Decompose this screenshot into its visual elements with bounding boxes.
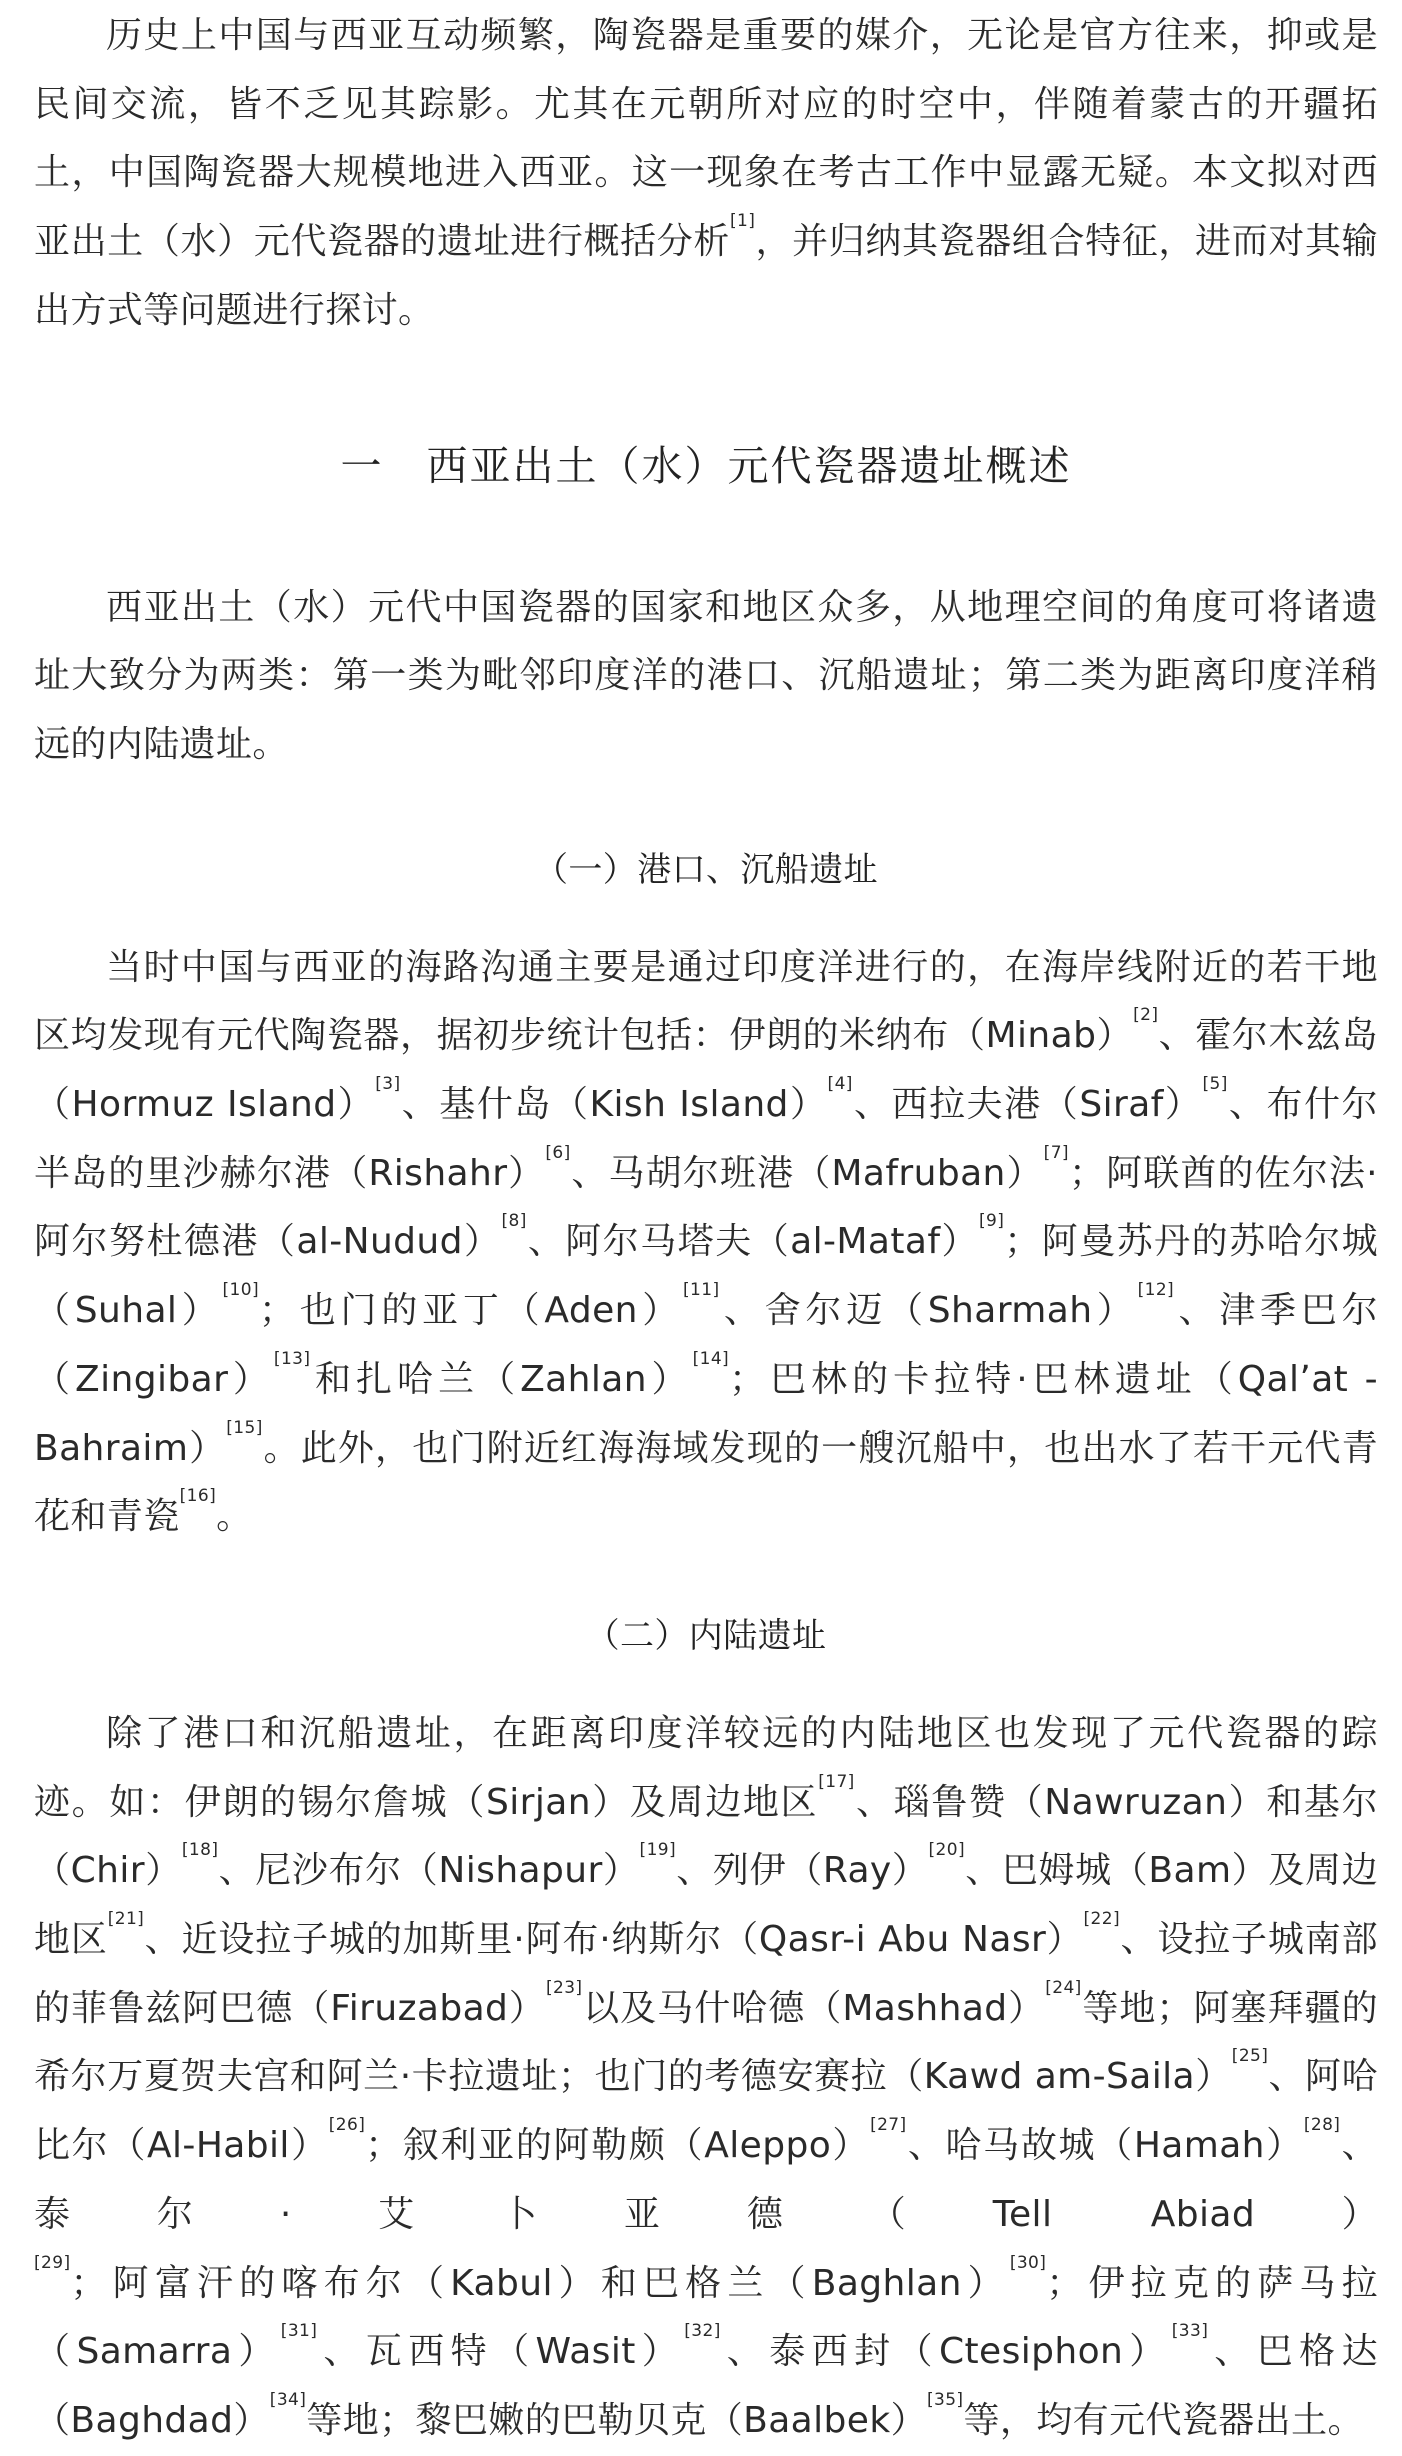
footnote-ref: [7] xyxy=(1043,1142,1069,1163)
footnote-ref: [2] xyxy=(1133,1005,1159,1026)
footnote-ref: [31] xyxy=(280,2321,318,2342)
footnote-ref: [19] xyxy=(639,1840,677,1861)
footnote-ref: [18] xyxy=(181,1840,219,1861)
footnote-ref: [10] xyxy=(222,1280,259,1301)
footnote-ref: [34] xyxy=(269,2389,307,2410)
footnote-ref: [3] xyxy=(375,1074,401,1095)
footnote-ref: [17] xyxy=(818,1771,855,1792)
footnote-ref: [13] xyxy=(273,1348,311,1369)
footnote-ref: [29] xyxy=(34,2252,71,2273)
subsection-heading-ports: （一）港口、沉船遗址 xyxy=(534,849,878,890)
footnote-ref: [12] xyxy=(1137,1280,1175,1301)
intro-paragraph: 历史上中国与西亚互动频繁，陶瓷器是重要的媒介，无论是官方往来，抑或是民间交流，皆不乏见其踪影。尤其在元朝所对应的时空中，伴随着蒙古的开疆拓土，中国陶瓷器大规模地进入西亚。这一现象在考古工作中显露无疑。本文拟对西亚出土（水）元代瓷器的遗址进行概括分析[1]，并归纳其瓷器组合特征，进而对其输出方式等问题进行探讨。 xyxy=(34,15,1378,331)
footnote-ref: [23] xyxy=(545,1977,583,1998)
footnote-ref: [16] xyxy=(179,1486,217,1507)
footnote-ref: [32] xyxy=(684,2321,721,2342)
footnote-ref: [4] xyxy=(827,1074,853,1095)
footnote-ref: [20] xyxy=(928,1840,965,1861)
footnote-ref: [27] xyxy=(870,2115,907,2136)
footnote-ref: [33] xyxy=(1171,2321,1209,2342)
footnote-ref: [30] xyxy=(1009,2252,1047,2273)
section-intro-paragraph: 西亚出土（水）元代中国瓷器的国家和地区众多，从地理空间的角度可将诸遗址大致分为两类：第一类为毗邻印度洋的港口、沉船遗址；第二类为距离印度洋稍远的内陆遗址。 xyxy=(34,586,1378,765)
footnote-ref: [6] xyxy=(545,1142,571,1163)
footnote-ref: [24] xyxy=(1045,1977,1082,1998)
footnote-ref: [8] xyxy=(501,1211,527,1232)
footnote-ref: [28] xyxy=(1303,2115,1341,2136)
subsection-heading-inland: （二）内陆遗址 xyxy=(585,1615,827,1656)
footnote-ref: [21] xyxy=(107,1909,145,1930)
footnote-ref: [15] xyxy=(226,1417,263,1438)
footnote-ref: [11] xyxy=(683,1280,720,1301)
footnote-ref: [22] xyxy=(1083,1909,1121,1930)
footnote-ref: [14] xyxy=(692,1348,730,1369)
document-page xyxy=(34,2,1378,2456)
section-heading: 一 西亚出土（水）元代瓷器遗址概述 xyxy=(340,441,1072,490)
footnote-ref: [26] xyxy=(328,2115,366,2136)
footnote-ref: [35] xyxy=(926,2389,964,2410)
footnote-ref: [9] xyxy=(978,1211,1005,1232)
footnote-ref: [25] xyxy=(1231,2046,1269,2067)
footnote-ref: [1] xyxy=(729,211,756,232)
ports-paragraph: 当时中国与西亚的海路沟通主要是通过印度洋进行的，在海岸线附近的若干地区均发现有元代陶瓷器，据初步统计包括：伊朗的米纳布（Minab）[2]、霍尔木兹岛（Hormuz Island）[3]、基什岛（Kish Island）[4]、西拉夫港（Siraf）[5]、布什尔半岛的里沙赫尔港（Rishahr）[6]、马胡尔班港（Mafruban）[7]；阿联酋的佐尔法·阿尔努杜德港（al-Nudud）[8]、阿尔马塔夫（al-Mataf）[9]；阿曼苏丹的苏哈尔城（Suhal）[10]；也门的亚丁（Aden）[11]、舍尔迈（Sharmah）[12]、津季巴尔（Zingibar）[13]和扎哈兰（Zahlan）[14]；巴林的卡拉特·巴林遗址（Qal’at - Bahraim）[15]。此外，也门附近红海海域发现的一艘沉船中，也出水了若干元代青花和青瓷[16]。 xyxy=(34,946,1379,1538)
inland-paragraph: 除了港口和沉船遗址，在距离印度洋较远的内陆地区也发现了元代瓷器的踪迹。如：伊朗的锡尔詹城（Sirjan）及周边地区[17]、瑙鲁赞（Nawruzan）和基尔（Chir）[18]、尼沙布尔（Nishapur）[19]、列伊（Ray）[20]、巴姆城（Bam）及周边地区[21]、近设拉子城的加斯里·阿布·纳斯尔（Qasr-i Abu Nasr）[22]、设拉子城南部的菲鲁兹阿巴德（Firuzabad）[23]以及马什哈德（Mashhad）[24]等地；阿塞拜疆的希尔万夏贺夫宫和阿兰·卡拉遗址；也门的考德安赛拉（Kawd am-Saila）[25]、阿哈比尔（Al-Habil）[26]；叙利亚的阿勒颇（Aleppo）[27]、哈马故城（Hamah）[28]、泰尔·艾卜亚德（Tell Abiad）[29]；阿富汗的喀布尔（Kabul）和巴格兰（Baghlan）[30]；伊拉克的萨马拉（Samarra）[31]、瓦西特（Wasit）[32]、泰西封（Ctesiphon）[33]、巴格达（Baghdad）[34]等地；黎巴嫩的巴勒贝克（Baalbek）[35]等，均有元代瓷器出土。 xyxy=(34,1712,1379,2441)
footnote-ref: [5] xyxy=(1202,1074,1228,1095)
